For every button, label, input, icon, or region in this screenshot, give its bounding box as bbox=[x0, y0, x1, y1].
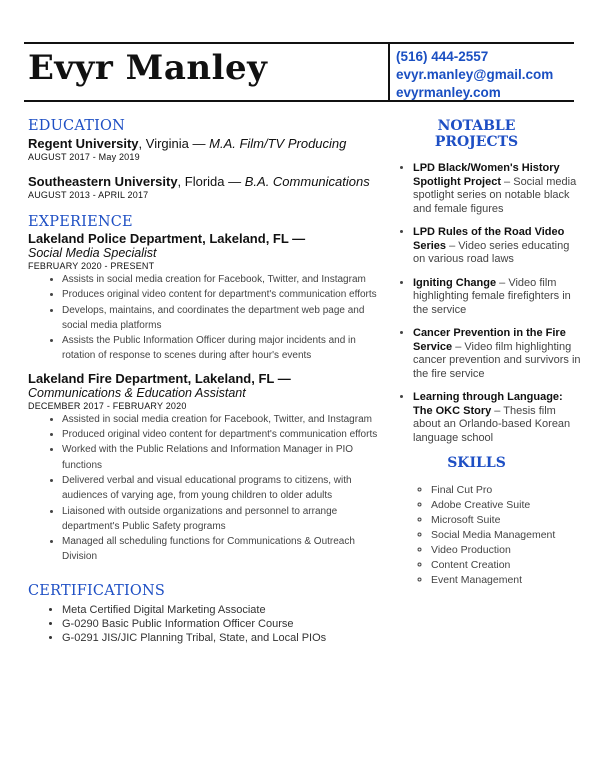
list-item bbox=[413, 162, 584, 216]
job-entry bbox=[28, 371, 378, 565]
skills-heading: SKILLS bbox=[447, 455, 506, 471]
sidebar-column bbox=[394, 118, 584, 588]
list-item: • Worked with the Public Relations and Information Manager in PIO functions bbox=[62, 442, 378, 473]
candidate-name: Evyr Manley bbox=[28, 48, 268, 88]
job-role: Communications & Education Assistant bbox=[28, 385, 246, 400]
project-name: LPD Black/Women's History Spotlight Project bbox=[413, 162, 560, 188]
experience-heading: EXPERIENCE bbox=[28, 214, 133, 230]
list-item: • Delivered verbal and visual educational programs to citizens, with audiences of varying age, from young children to older adults bbox=[62, 473, 378, 504]
project-name: Learning through Language: The OKC Story bbox=[413, 391, 563, 417]
education-entry bbox=[28, 174, 378, 200]
education-date: AUGUST 2013 - APRIL 2017 bbox=[28, 190, 149, 200]
school-name: Southeastern University bbox=[28, 174, 178, 189]
phone-number: (516) 444-2557 bbox=[396, 49, 489, 64]
education-entry bbox=[28, 136, 378, 162]
project-description: – Video series educating on various road laws bbox=[413, 239, 570, 265]
email-link[interactable]: evyr.manley@gmail.com bbox=[396, 67, 554, 82]
school-location: , Florida — bbox=[177, 174, 245, 189]
projects-list bbox=[394, 162, 584, 445]
list-item bbox=[413, 226, 584, 267]
list-item: • Liaisoned with outside organizations and personnel to arrange department's Public Safety programs bbox=[62, 504, 378, 535]
projects-heading: NOTABLE PROJECTS bbox=[434, 118, 519, 150]
list-item: ◦ Adobe Creative Suite bbox=[431, 498, 584, 513]
list-item: ◦ Final Cut Pro bbox=[431, 483, 584, 498]
skills-list bbox=[394, 483, 584, 588]
project-name: LPD Rules of the Road Video Series bbox=[413, 226, 565, 252]
school-location: , Virginia — bbox=[138, 136, 210, 151]
job-entry bbox=[28, 231, 378, 364]
list-item: • Develops, maintains, and coordinates the department web page and social media platforms bbox=[62, 303, 378, 334]
list-item: • Meta Certified Digital Marketing Associate bbox=[62, 603, 378, 617]
list-item: • Assisted in social media creation for Facebook, Twitter, and Instagram bbox=[62, 412, 378, 427]
list-item: • Managed all scheduling functions for Communications & Outreach Division bbox=[62, 534, 378, 565]
education-heading: EDUCATION bbox=[28, 118, 125, 134]
job-bullets bbox=[28, 412, 378, 565]
list-item: • Assists the Public Information Officer during major incidents and in rotation of response to scenes during after hour's events bbox=[62, 333, 378, 364]
header-top-rule bbox=[24, 42, 574, 44]
list-item: • Assists in social media creation for Facebook, Twitter, and Instagram bbox=[62, 272, 378, 287]
list-item: ◦ Microsoft Suite bbox=[431, 513, 584, 528]
project-description: – Thesis film about an Orlando-based Korean language school bbox=[413, 404, 571, 444]
job-bullets bbox=[28, 272, 378, 364]
job-date: FEBRUARY 2020 - PRESENT bbox=[28, 261, 155, 271]
certifications-heading: CERTIFICATIONS bbox=[28, 582, 166, 599]
list-item: • G-0290 Basic Public Information Officer Course bbox=[62, 617, 378, 631]
list-item: ◦ Content Creation bbox=[431, 558, 584, 573]
project-description: – Video film highlighting female firefighters in the service bbox=[413, 276, 571, 316]
job-organization: Lakeland Fire Department, Lakeland, FL — bbox=[28, 370, 291, 386]
list-item: • G-0291 JIS/JIC Planning Tribal, State, and Local PIOs bbox=[62, 631, 378, 645]
project-description: – Social media spotlight series on notable black and female figures bbox=[413, 175, 577, 215]
list-item bbox=[413, 327, 584, 381]
degree: M.A. Film/TV Producing bbox=[209, 136, 347, 151]
list-item: • Produces original video content for department's communication efforts bbox=[62, 287, 378, 302]
header-divider bbox=[388, 42, 390, 100]
project-description: – Video film highlighting cancer prevention and survivors in the fire service bbox=[413, 340, 581, 380]
degree: B.A. Communications bbox=[244, 174, 370, 189]
list-item: • Produced original video content for department's communication efforts bbox=[62, 427, 378, 442]
contact-block bbox=[396, 48, 553, 102]
job-date: DECEMBER 2017 - FEBRUARY 2020 bbox=[28, 400, 187, 411]
project-name: Cancer Prevention in the Fire Service bbox=[413, 327, 566, 353]
main-column bbox=[28, 118, 378, 645]
list-item bbox=[413, 277, 584, 318]
job-organization: Lakeland Police Department, Lakeland, FL — bbox=[28, 231, 306, 246]
website-link[interactable]: evyrmanley.com bbox=[396, 85, 501, 100]
list-item: ◦ Event Management bbox=[431, 573, 584, 588]
list-item bbox=[413, 391, 584, 445]
school-name: Regent University bbox=[28, 136, 139, 151]
list-item: ◦ Social Media Management bbox=[431, 528, 584, 543]
project-name: Igniting Change bbox=[413, 276, 497, 289]
education-date: AUGUST 2017 - May 2019 bbox=[28, 152, 140, 162]
certifications-list bbox=[28, 603, 378, 645]
list-item: ◦ Video Production bbox=[431, 543, 584, 558]
job-role: Social Media Specialist bbox=[28, 246, 157, 260]
